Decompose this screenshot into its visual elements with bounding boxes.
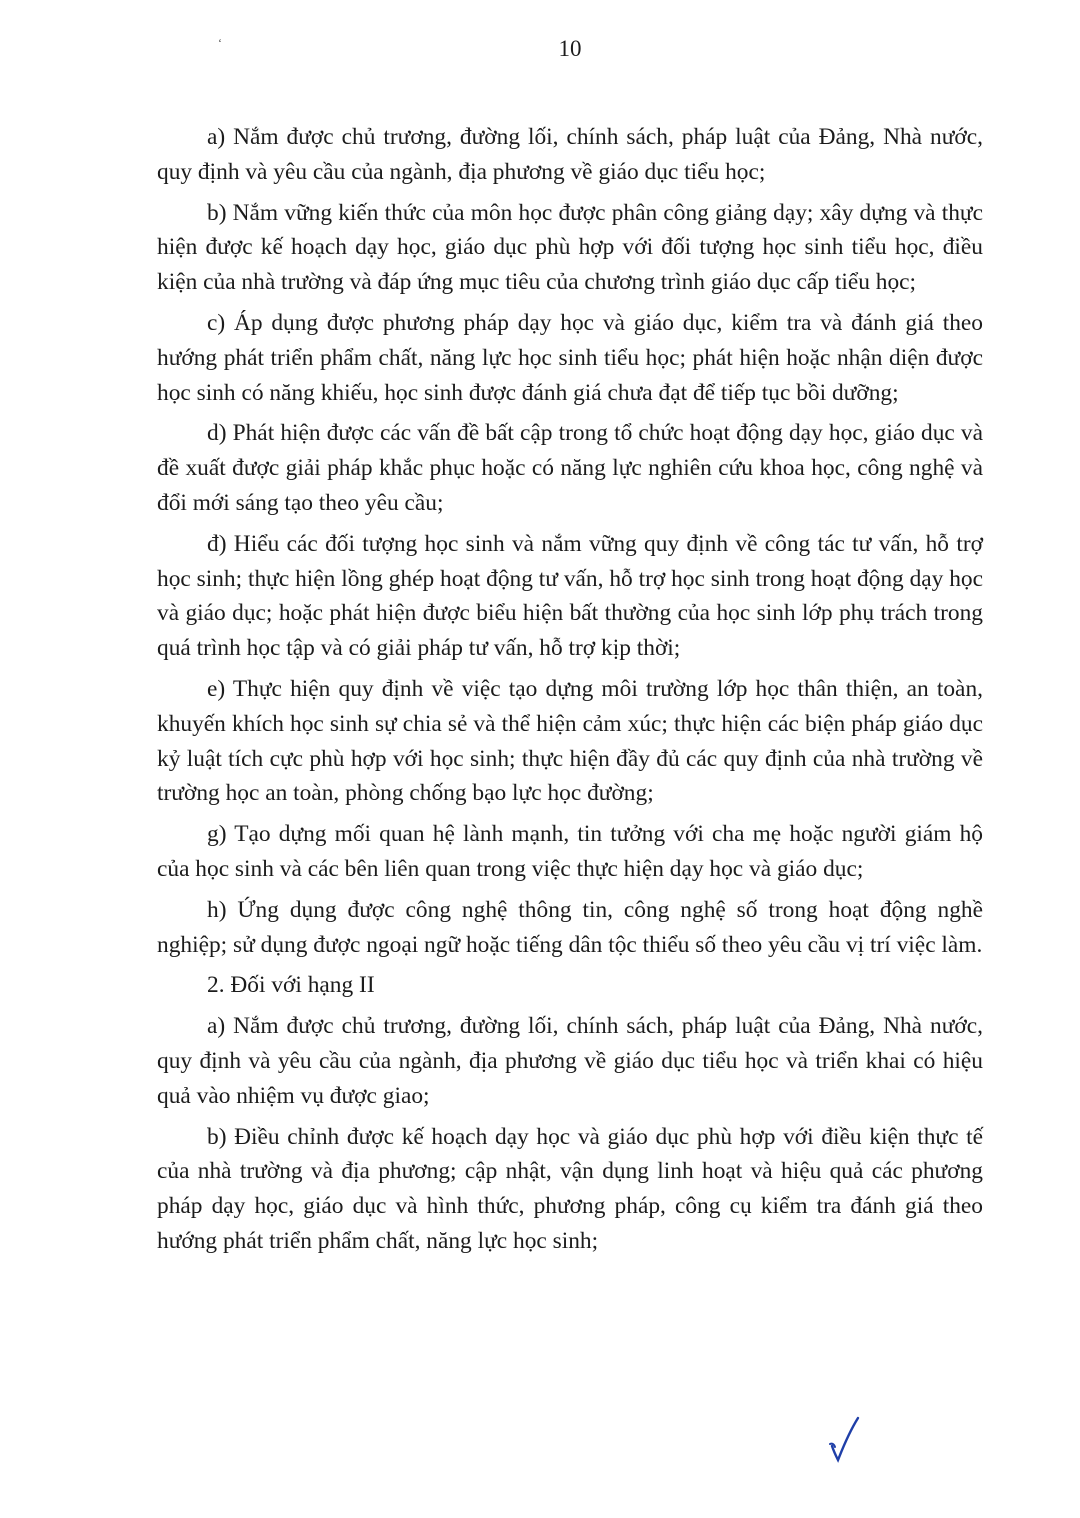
paragraph-2a: a) Nắm được chủ trương, đường lối, chính sách, pháp luật của Đảng, Nhà nước, quy định và yêu cầu của ngành, địa phương về giáo dục tiểu học và triển khai có hiệu quả vào nhiệm vụ được giao; [157,1013,983,1109]
paragraph-1d: d) Phát hiện được các vấn đề bất cập trong tổ chức hoạt động dạy học, giáo dục và đề xuất được giải pháp khắc phục hoặc có năng lực nghiên cứu khoa học, công nghệ và đổi mới sáng tạo theo yêu cầu; [157,420,983,516]
paragraph-1g: g) Tạo dựng mối quan hệ lành mạnh, tin tưởng với cha mẹ hoặc người giám hộ của học sinh và các bên liên quan trong việc thực hiện dạy học và giáo dục; [157,821,983,882]
paragraph-1b: b) Nắm vững kiến thức của môn học được phân công giảng dạy; xây dựng và thực hiện được kế hoạch dạy học, giáo dục phù hợp với đối tượng học sinh tiểu học, điều kiện của nhà trường và đáp ứng mục tiêu của chương trình giáo dục cấp tiểu học; [157,199,983,296]
paragraph-1e: e) Thực hiện quy định về việc tạo dựng môi trường lớp học thân thiện, an toàn, khuyến khích học sinh sự chia sẻ và thể hiện cảm xúc; thực hiện các biện pháp giáo dục kỷ luật tích cực phù hợp với học sinh; thực hiện đầy đủ các quy định của nhà trường về trường học an toàn, phòng chống bạo lực học đường; [157,675,983,807]
scan-mark-icon: ʻ [218,36,222,50]
paragraph-1c: c) Áp dụng được phương pháp dạy học và giáo dục, kiểm tra và đánh giá theo hướng phát triển phẩm chất, năng lực học sinh tiểu học; phát hiện hoặc nhận diện được học sinh có năng khiếu, học sinh được đánh giá chưa đạt để tiếp tục bồi dưỡng; [157,309,983,406]
paragraph-1h: h) Ứng dụng được công nghệ thông tin, công nghệ số trong hoạt động nghề nghiệp; sử dụng được ngoại ngữ hoặc tiếng dân tộc thiểu số theo yêu cầu vị trí việc làm. [157,896,983,958]
page-number: 10 [558,36,582,61]
document-body [157,120,983,1265]
paragraph-1dd: đ) Hiểu các đối tượng học sinh và nắm vững quy định về công tác tư vấn, hỗ trợ học sinh; thực hiện lồng ghép hoạt động tư vấn, hỗ trợ học sinh trong hoạt động dạy học và giáo dục; hoặc phát hiện được biểu hiện bất thường của học sinh lớp phụ trách trong quá trình học tập và có giải pháp tư vấn, hỗ trợ kịp thời; [157,530,983,662]
handwritten-initial-icon [826,1416,862,1464]
paragraph-2b: b) Điều chỉnh được kế hoạch dạy học và giáo dục phù hợp với điều kiện thực tế của nhà trường và địa phương; cập nhật, vận dụng linh hoạt và hiệu quả các phương pháp dạy học, giáo dục và hình thức, phương pháp, công cụ kiểm tra đánh giá theo hướng phát triển phẩm chất, năng lực học sinh; [157,1123,983,1254]
section-heading-rank-2: 2. Đối với hạng II [207,972,375,999]
paragraph-1a: a) Nắm được chủ trương, đường lối, chính sách, pháp luật của Đảng, Nhà nước, quy định và yêu cầu của ngành, địa phương về giáo dục tiểu học; [157,124,983,185]
